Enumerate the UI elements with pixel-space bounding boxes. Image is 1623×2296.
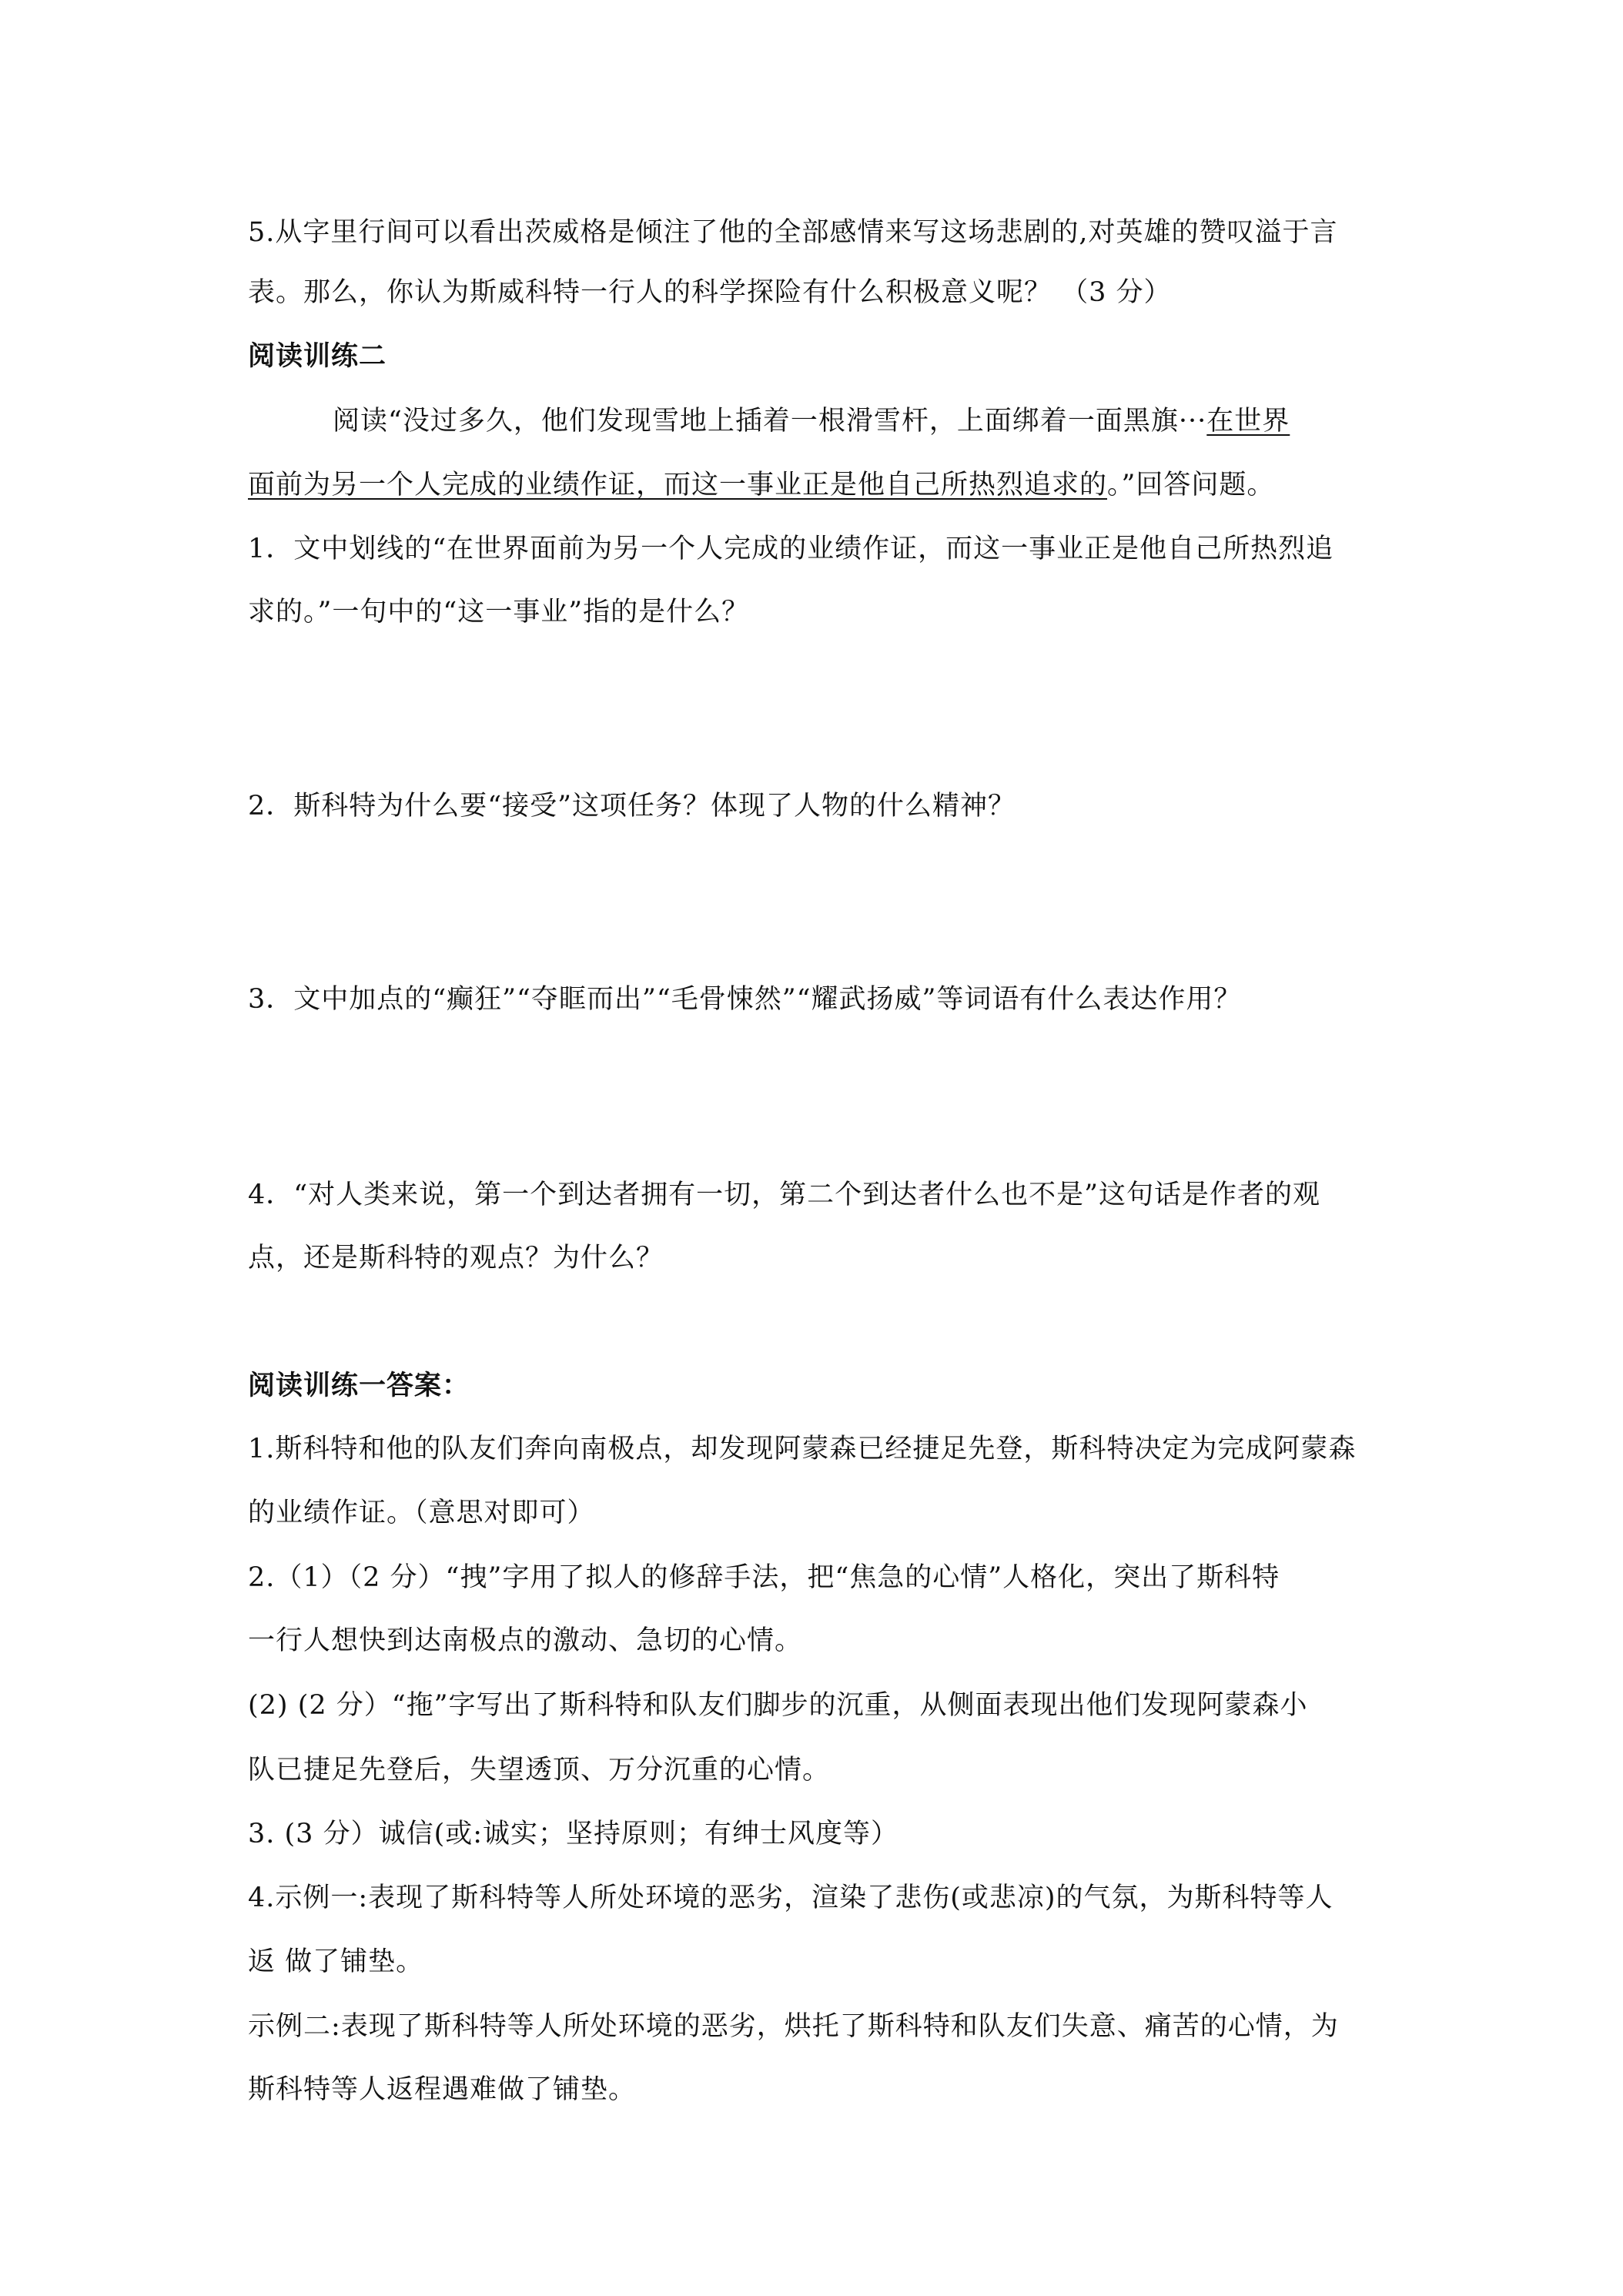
answer-line: 1.斯科特和他的队友们奔向南极点，却发现阿蒙森已经捷足先登，斯科特决定为完成阿蒙森	[248, 1434, 1357, 1464]
question-5-line-2: 表。那么，你认为斯威科特一行人的科学探险有什么积极意义呢？ （3 分）	[248, 277, 1172, 308]
underlined-sentence-start: 在世界	[1206, 406, 1290, 437]
reading-prompt-text: 阅读“没过多久，他们发现雪地上插着一根滑雪杆，上面绑着一面黑旗···	[333, 406, 1207, 437]
section-heading-answers-1: 阅读训练一答案：	[248, 1371, 470, 1401]
reading-prompt-line-1	[333, 402, 1290, 440]
question-5-line-1: 5.从字里行间可以看出茨威格是倾注了他的全部感情来写这场悲剧的,对英雄的赞叹溢于言	[248, 217, 1338, 248]
question-4-line-1: 4．“对人类来说，第一个到达者拥有一切，第二个到达者什么也不是”这句话是作者的观	[248, 1180, 1321, 1210]
underlined-sentence-end: 面前为另一个人完成的业绩作证，而这一事业正是他自己所热烈追求的	[248, 470, 1108, 500]
question-3: 3．文中加点的“癫狂”“夺眶而出”“毛骨悚然”“耀武扬威”等词语有什么表达作用？	[248, 984, 1242, 1015]
question-1-line-2: 求的。”一句中的“这一事业”指的是什么？	[248, 597, 750, 628]
answer-line: 队已捷足先登后，失望透顶、万分沉重的心情。	[248, 1755, 831, 1786]
question-1-line-1: 1．文中划线的“在世界面前为另一个人完成的业绩作证，而这一事业正是他自己所热烈追	[248, 534, 1334, 564]
question-4-line-2: 点，还是斯科特的观点？为什么？	[248, 1243, 664, 1274]
reading-prompt-tail: 。”回答问题。	[1107, 470, 1275, 500]
answer-line: (2) (2 分）“拖”字写出了斯科特和队友们脚步的沉重，从侧面表现出他们发现阿蒙森小	[248, 1690, 1308, 1721]
answer-line: 返 做了铺垫。	[248, 1946, 424, 1977]
reading-prompt-line-2	[248, 466, 1274, 504]
answer-line: 4.示例一:表现了斯科特等人所处环境的恶劣，渲染了悲伤(或悲凉)的气氛，为斯科特等人	[248, 1883, 1334, 1913]
question-2: 2．斯科特为什么要“接受”这项任务？体现了人物的什么精神？	[248, 791, 1016, 822]
answer-line: 示例二:表现了斯科特等人所处环境的恶劣，烘托了斯科特和队友们失意、痛苦的心情，为	[248, 2011, 1339, 2042]
answer-line: 2.（1）（2 分）“拽”字用了拟人的修辞手法，把“焦急的心情”人格化，突出了斯科特	[248, 1562, 1280, 1593]
section-heading-training-2: 阅读训练二	[248, 341, 387, 372]
answer-line: 斯科特等人返程遇难做了铺垫。	[248, 2074, 637, 2105]
answer-line: 的业绩作证。（意思对即可）	[248, 1498, 595, 1528]
answer-line: 3. (3 分）诚信(或:诚实；坚持原则；有绅士风度等）	[248, 1819, 899, 1849]
answer-line: 一行人想快到达南极点的激动、急切的心情。	[248, 1625, 803, 1656]
